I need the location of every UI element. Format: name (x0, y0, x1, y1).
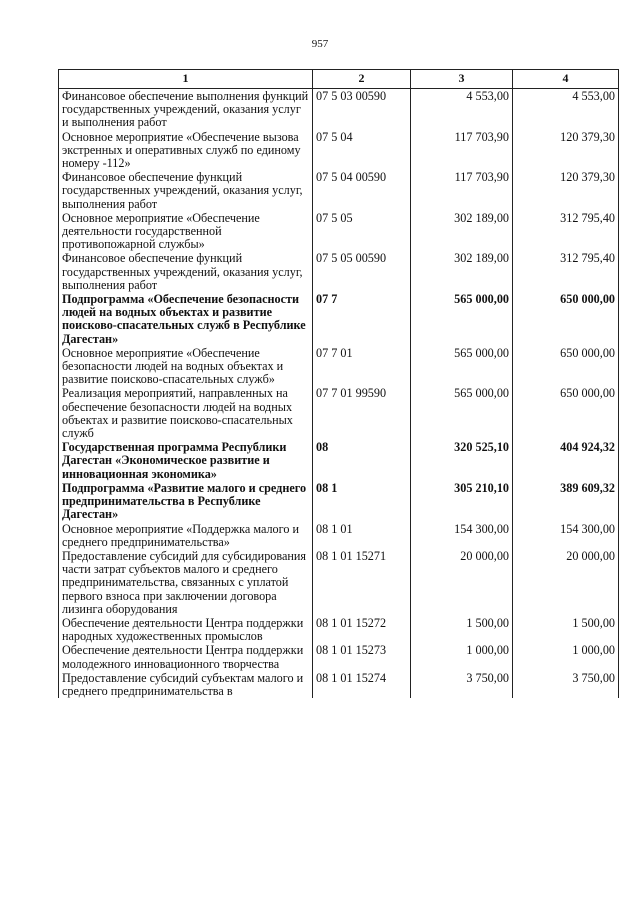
row-code-cell: 08 1 01 (313, 522, 411, 549)
row-name-cell: Предоставление субсидий субъектам малого и среднего предпринимательства в (59, 671, 313, 698)
table-row (59, 170, 619, 211)
row-code-cell: 08 1 (313, 481, 411, 522)
row-name-cell: Государственная программа Республики Дагестан «Экономическое развитие и инновационная экономика» (59, 440, 313, 481)
row-value-2019-cell: 4 553,00 (411, 89, 513, 130)
row-code-cell: 07 5 03 00590 (313, 89, 411, 130)
table-row (59, 643, 619, 670)
table-row (59, 89, 619, 130)
table-body (59, 89, 619, 699)
row-name-cell: Финансовое обеспечение выполнения функций государственных учреждений, оказания услуг и выполнения работ (59, 89, 313, 130)
row-value-2019-cell: 117 703,90 (411, 170, 513, 211)
table-row (59, 671, 619, 698)
header-col-3: 3 (411, 70, 513, 89)
row-value-2019-cell: 565 000,00 (411, 386, 513, 440)
budget-table (58, 69, 619, 698)
row-name-cell: Финансовое обеспечение функций государственных учреждений, оказания услуг, выполнения работ (59, 170, 313, 211)
row-value-2020-cell: 312 795,40 (513, 251, 619, 292)
row-name-cell: Основное мероприятие «Обеспечение деятельности государственной противопожарной службы» (59, 211, 313, 252)
table-header-row (59, 70, 619, 89)
row-value-2020-cell: 1 500,00 (513, 616, 619, 643)
row-value-2020-cell: 650 000,00 (513, 386, 619, 440)
row-value-2020-cell: 120 379,30 (513, 130, 619, 171)
row-value-2019-cell: 302 189,00 (411, 211, 513, 252)
header-col-1: 1 (59, 70, 313, 89)
row-code-cell: 07 7 01 (313, 346, 411, 387)
table-row (59, 549, 619, 616)
row-code-cell: 08 1 01 15272 (313, 616, 411, 643)
header-col-2: 2 (313, 70, 411, 89)
row-name-cell: Основное мероприятие «Обеспечение безопасности людей на водных объектах и развитие поисково-спасательных служб» (59, 346, 313, 387)
row-name-cell: Предоставление субсидий для субсидирования части затрат субъектов малого и среднего предпринимательства, связанных с уплатой первого взноса при заключении договора лизинга оборудования (59, 549, 313, 616)
page-number: 957 (311, 38, 329, 50)
row-name-cell: Основное мероприятие «Поддержка малого и среднего предпринимательства» (59, 522, 313, 549)
row-name-cell: Финансовое обеспечение функций государственных учреждений, оказания услуг, выполнения работ (59, 251, 313, 292)
row-value-2020-cell: 650 000,00 (513, 292, 619, 346)
row-value-2019-cell: 1 500,00 (411, 616, 513, 643)
row-value-2019-cell: 565 000,00 (411, 346, 513, 387)
row-value-2020-cell: 312 795,40 (513, 211, 619, 252)
row-value-2019-cell: 20 000,00 (411, 549, 513, 616)
row-value-2020-cell: 3 750,00 (513, 671, 619, 698)
row-code-cell: 07 5 05 (313, 211, 411, 252)
row-code-cell: 07 7 (313, 292, 411, 346)
table-row (59, 481, 619, 522)
row-value-2020-cell: 154 300,00 (513, 522, 619, 549)
row-value-2019-cell: 1 000,00 (411, 643, 513, 670)
header-col-4: 4 (513, 70, 619, 89)
row-value-2020-cell: 389 609,32 (513, 481, 619, 522)
row-value-2019-cell: 302 189,00 (411, 251, 513, 292)
row-code-cell: 08 1 01 15273 (313, 643, 411, 670)
row-code-cell: 07 5 05 00590 (313, 251, 411, 292)
row-name-cell: Основное мероприятие «Обеспечение вызова экстренных и оперативных служб по единому номеру -112» (59, 130, 313, 171)
row-value-2020-cell: 20 000,00 (513, 549, 619, 616)
row-name-cell: Подпрограмма «Обеспечение безопасности людей на водных объектах и развитие поисково-спасательных служб в Республике Дагестан» (59, 292, 313, 346)
table-row (59, 440, 619, 481)
row-value-2020-cell: 4 553,00 (513, 89, 619, 130)
row-value-2019-cell: 3 750,00 (411, 671, 513, 698)
row-code-cell: 07 5 04 00590 (313, 170, 411, 211)
row-value-2019-cell: 117 703,90 (411, 130, 513, 171)
table-row (59, 346, 619, 387)
row-value-2020-cell: 404 924,32 (513, 440, 619, 481)
row-code-cell: 08 1 01 15271 (313, 549, 411, 616)
row-name-cell: Обеспечение деятельности Центра поддержки народных художественных промыслов (59, 616, 313, 643)
table-row (59, 211, 619, 252)
row-name-cell: Обеспечение деятельности Центра поддержки молодежного инновационного творчества (59, 643, 313, 670)
table-row (59, 522, 619, 549)
table-row (59, 386, 619, 440)
table-row (59, 130, 619, 171)
table-row (59, 251, 619, 292)
table-row (59, 616, 619, 643)
table-row (59, 292, 619, 346)
row-value-2020-cell: 650 000,00 (513, 346, 619, 387)
row-value-2019-cell: 305 210,10 (411, 481, 513, 522)
row-value-2020-cell: 120 379,30 (513, 170, 619, 211)
row-value-2019-cell: 154 300,00 (411, 522, 513, 549)
row-name-cell: Подпрограмма «Развитие малого и среднего предпринимательства в Республике Дагестан» (59, 481, 313, 522)
row-value-2019-cell: 565 000,00 (411, 292, 513, 346)
row-value-2020-cell: 1 000,00 (513, 643, 619, 670)
row-value-2019-cell: 320 525,10 (411, 440, 513, 481)
row-code-cell: 08 (313, 440, 411, 481)
row-name-cell: Реализация мероприятий, направленных на обеспечение безопасности людей на водных объектах и развитие поисково-спасательных служб (59, 386, 313, 440)
row-code-cell: 08 1 01 15274 (313, 671, 411, 698)
row-code-cell: 07 7 01 99590 (313, 386, 411, 440)
row-code-cell: 07 5 04 (313, 130, 411, 171)
